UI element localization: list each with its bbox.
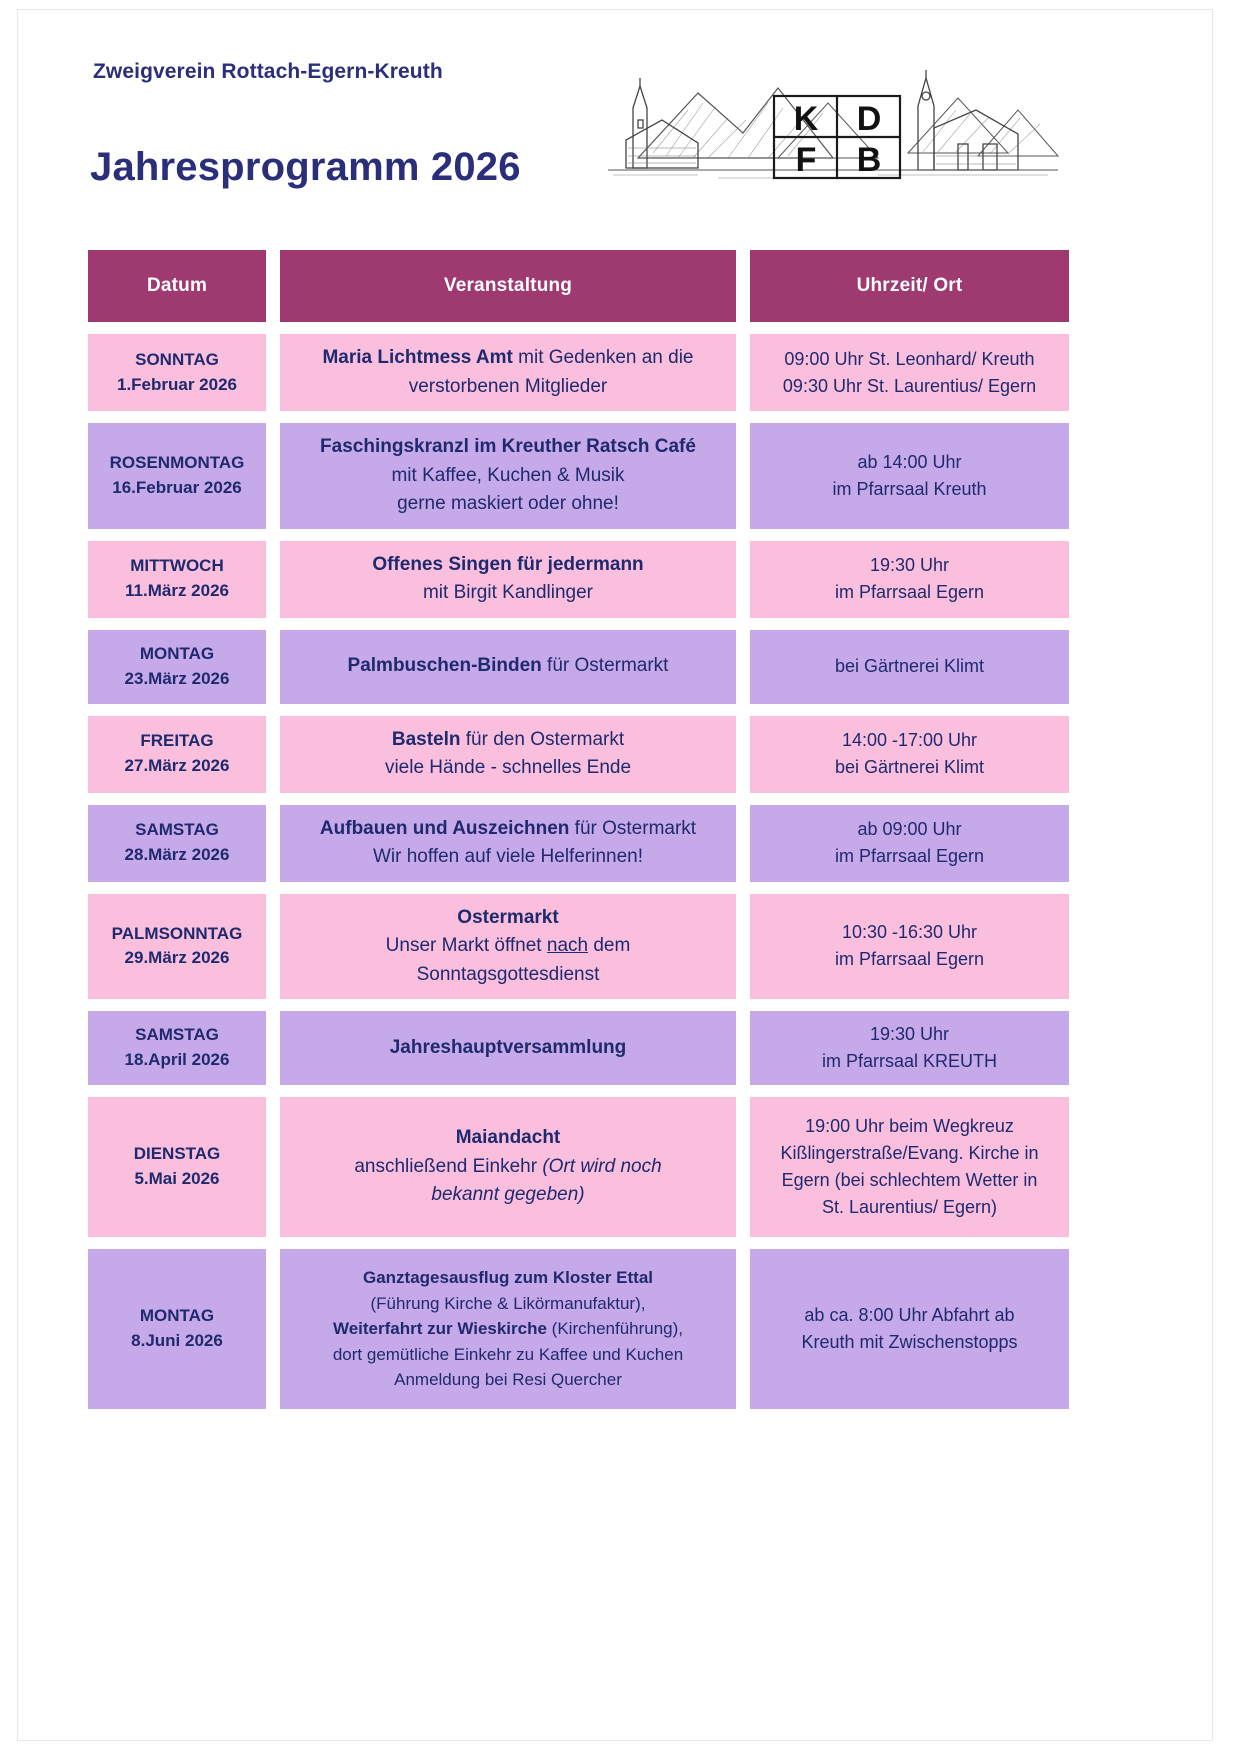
event-line3: gerne maskiert oder ohne! [397,493,619,514]
row-date-cell [88,1249,266,1409]
time-line1: 19:00 Uhr beim Wegkreuz [805,1116,1014,1136]
event-title: Ostermarkt [457,906,559,928]
time-line2: im Pfarrsaal Kreuth [832,478,987,499]
event-rest: für Ostermarkt [541,655,669,677]
date-full: 18.April 2026 [124,1050,230,1069]
date-full: 1.Februar 2026 [116,374,237,394]
table-row [88,541,1143,618]
svg-text:F: F [795,141,817,179]
table-row [88,334,1143,411]
row-time-cell [750,1011,1069,1085]
row-date-cell [88,894,266,1000]
event-line2: mit Kaffee, Kuchen & Musik [391,464,625,486]
event-line3: bekannt gegeben) [431,1184,585,1206]
row-date-cell [88,334,266,411]
table-row [88,1097,1143,1237]
date-day: SAMSTAG [135,1025,219,1045]
date-day: PALMSONNTAG [111,923,243,943]
row-date-cell [88,423,266,529]
event-title: Basteln [391,728,461,750]
event-line3: Weiterfahrt zur Wieskirche (Kirchenführung), [332,1319,684,1339]
event-title: Aufbauen und Auszeichnen [319,817,570,839]
row-event-cell [280,894,736,1000]
event-line3: Sonntagsgottesdienst [416,963,600,985]
row-event-cell [280,1249,736,1409]
row-date-cell [88,541,266,618]
time-line4: St. Laurentius/ Egern) [821,1197,998,1217]
table-row [88,423,1143,529]
column-header-event: Veranstaltung [280,250,736,322]
program-page [18,10,1212,1740]
time-line2: im Pfarrsaal Egern [834,582,985,602]
event-line4: dort gemütliche Einkehr zu Kaffee und Kuchen [332,1344,684,1364]
event-line2: Unser Markt öffnet nach dem [385,935,631,956]
row-event-cell [280,423,736,529]
table-row [88,894,1143,1000]
time-line1: 14:00 -17:00 Uhr [841,730,978,750]
date-full: 27.März 2026 [124,756,230,775]
event-line2: viele Hände - schnelles Ende [384,757,632,778]
row-event-cell [280,716,736,793]
time-line1: 19:30 Uhr [869,555,950,575]
date-day: DIENSTAG [133,1144,221,1164]
date-full: 11.März 2026 [125,581,229,600]
row-time-cell [750,805,1069,882]
date-day: MONTAG [139,643,215,663]
event-title: Ganztagesausflug zum Kloster Ettal [363,1268,653,1288]
event-line2: anschließend Einkehr (Ort wird noch [354,1155,662,1177]
date-day: MITTWOCH [130,556,224,576]
date-day: SAMSTAG [135,820,219,840]
event-rest: für den Ostermarkt [460,728,625,750]
row-date-cell [88,630,266,704]
row-event-cell [280,1097,736,1237]
event-title: Palmbuschen-Binden [347,655,542,677]
time-line1: ab 09:00 Uhr [857,819,962,839]
time-line2: im Pfarrsaal Egern [834,846,985,866]
row-event-cell [280,541,736,618]
event-title: Jahreshauptversammlung [389,1036,627,1058]
event-rest: für Ostermarkt [569,817,697,839]
table-row [88,630,1143,704]
row-event-cell [280,1011,736,1085]
time-line2: im Pfarrsaal Egern [834,949,985,970]
row-date-cell [88,1011,266,1085]
row-event-cell [280,805,736,882]
row-time-cell [750,1249,1069,1409]
date-day: ROSENMONTAG [109,453,245,473]
time-line2: Kreuth mit Zwischenstopps [801,1332,1018,1352]
time-line2: im Pfarrsaal KREUTH [821,1051,998,1071]
row-time-cell [750,423,1069,529]
table-row [88,805,1143,882]
event-title: Offenes Singen für jedermann [372,553,644,575]
row-time-cell [750,541,1069,618]
row-event-cell [280,630,736,704]
time-line1: 10:30 -16:30 Uhr [841,922,978,943]
table-row [88,716,1143,793]
table-header-row [88,250,1143,322]
event-line2: (Führung Kirche & Likörmanufaktur), [370,1293,646,1313]
event-line2: verstorbenen Mitglieder [408,375,608,397]
row-time-cell [750,334,1069,411]
column-header-time: Uhrzeit/ Ort [750,250,1069,322]
row-event-cell [280,334,736,411]
time-line2: bei Gärtnerei Klimt [834,757,985,777]
event-line2: mit Birgit Kandlinger [422,582,593,603]
time-line2: 09:30 Uhr St. Laurentius/ Egern [782,375,1037,396]
table-row [88,1249,1143,1409]
time-line1: 19:30 Uhr [869,1024,950,1044]
kdfb-logo-icon [578,48,1078,208]
row-time-cell [750,716,1069,793]
time-line1: 09:00 Uhr St. Leonhard/ Kreuth [784,348,1035,369]
date-day: FREITAG [140,731,214,751]
event-title: Maria Lichtmess Amt [322,347,513,368]
date-day: MONTAG [139,1306,215,1326]
row-time-cell [750,894,1069,1000]
row-time-cell [750,630,1069,704]
date-full: 23.März 2026 [124,668,230,688]
time-line3: Egern (bei schlechtem Wetter in [781,1170,1038,1190]
date-full: 29.März 2026 [124,948,230,968]
date-full: 16.Februar 2026 [112,477,242,497]
time-line1: bei Gärtnerei Klimt [834,656,985,676]
event-line5: Anmeldung bei Resi Quercher [394,1370,622,1390]
association-name: Zweigverein Rottach-Egern-Kreuth [93,60,443,83]
time-line1: ab 14:00 Uhr [857,451,962,472]
date-day: SONNTAG [135,349,219,369]
svg-text:K: K [793,100,819,138]
event-title: Maiandacht [455,1127,561,1149]
table-row [88,1011,1143,1085]
row-date-cell [88,805,266,882]
svg-text:D: D [856,100,882,138]
column-header-date: Datum [88,250,266,322]
date-full: 8.Juni 2026 [131,1331,223,1350]
row-date-cell [88,716,266,793]
program-table [88,250,1143,1421]
event-line2: Wir hoffen auf viele Helferinnen! [372,846,644,867]
time-line1: ab ca. 8:00 Uhr Abfahrt ab [804,1305,1015,1325]
row-date-cell [88,1097,266,1237]
page-title: Jahresprogramm 2026 [90,145,521,189]
event-rest: mit Gedenken an die [512,347,694,368]
row-time-cell [750,1097,1069,1237]
event-title: Faschingskranzl im Kreuther Ratsch Café [320,436,696,457]
svg-text:B: B [856,141,882,179]
time-line2: Kißlingerstraße/Evang. Kirche in [780,1143,1039,1163]
date-full: 5.Mai 2026 [134,1169,220,1188]
date-full: 28.März 2026 [124,845,230,864]
